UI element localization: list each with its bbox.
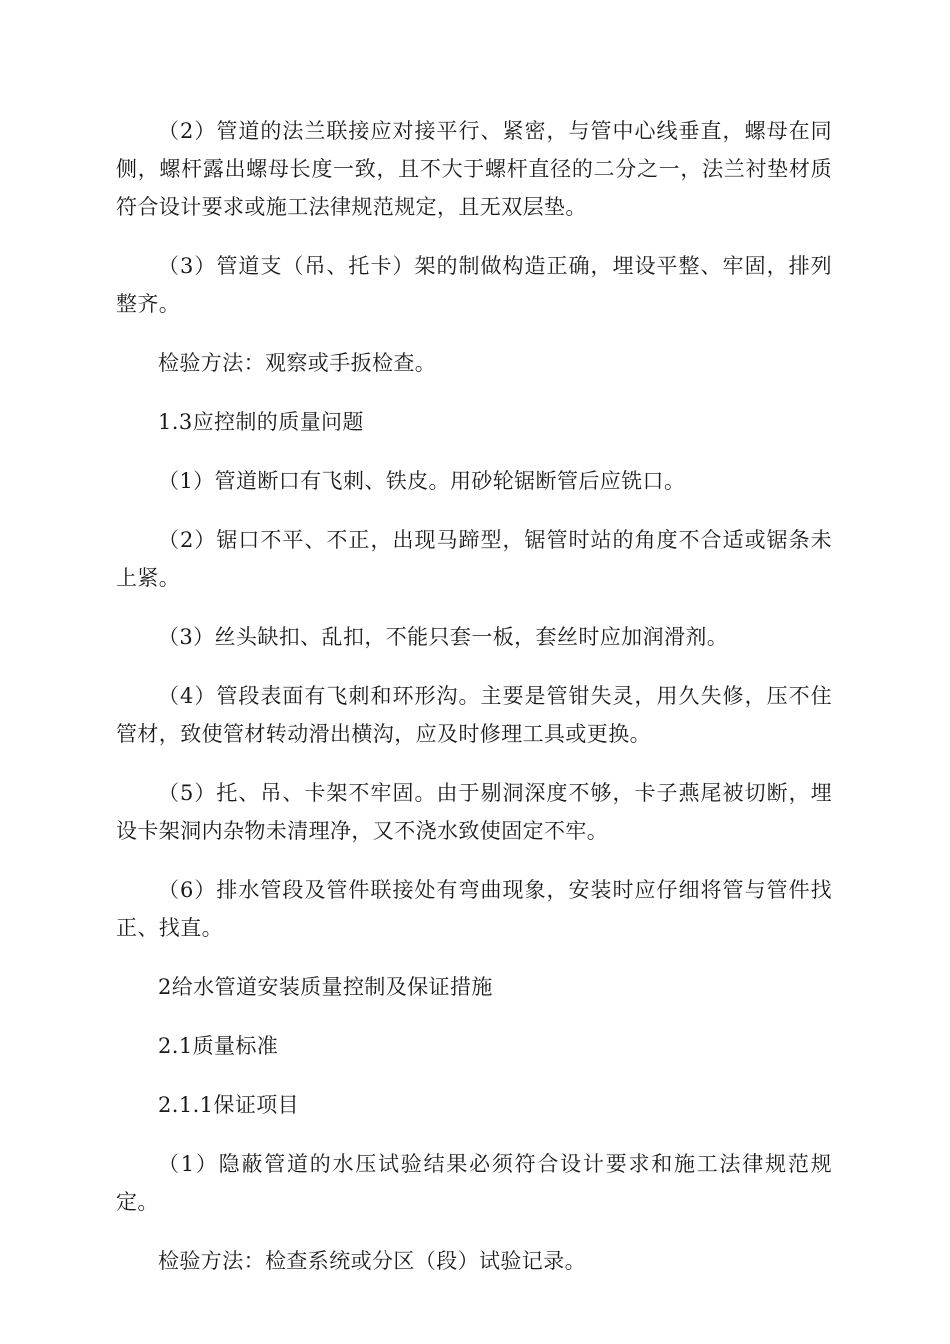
paragraph-issue-5: （5）托、吊、卡架不牢固。由于剔洞深度不够，卡子燕尾被切断，埋设卡架洞内杂物未清理净，又不浇水致使固定不牢。 (116, 781, 832, 843)
paragraph-inspection-method-2: 检验方法：检查系统或分区（段）试验记录。 (158, 1249, 586, 1273)
section-heading-2: 2给水管道安装质量控制及保证措施 (158, 975, 493, 999)
section-heading-2-1-1: 2.1.1保证项目 (158, 1093, 300, 1117)
paragraph-issue-4: （4）管段表面有飞刺和环形沟。主要是管钳失灵，用久失修，压不住管材，致使管材转动滑出横沟，应及时修理工具或更换。 (116, 684, 832, 746)
section-heading-2-1: 2.1质量标准 (158, 1034, 279, 1058)
paragraph-issue-3: （3）丝头缺扣、乱扣，不能只套一板，套丝时应加润滑剂。 (158, 625, 729, 649)
paragraph-issue-6: （6）排水管段及管件联接处有弯曲现象，安装时应仔细将管与管件找正、找直。 (116, 878, 832, 940)
paragraph-inspection-method-1: 检验方法：观察或手扳检查。 (158, 351, 437, 375)
document-page (116, 112, 832, 1301)
paragraph-issue-1: （1）管道断口有飞刺、铁皮。用砂轮锯断管后应铣口。 (158, 469, 686, 493)
paragraph-hydrostatic-test: （1）隐蔽管道的水压试验结果必须符合设计要求和施工法律规范规定。 (116, 1152, 832, 1214)
paragraph-pipe-support: （3）管道支（吊、托卡）架的制做构造正确，埋设平整、牢固，排列整齐。 (116, 254, 832, 316)
section-heading-1-3: 1.3应控制的质量问题 (158, 410, 364, 434)
paragraph-flange-connection: （2）管道的法兰联接应对接平行、紧密，与管中心线垂直，螺母在同侧，螺杆露出螺母长度一致，且不大于螺杆直径的二分之一，法兰衬垫材质符合设计要求或施工法律规范规定，且无双层垫。 (116, 119, 832, 219)
paragraph-issue-2: （2）锯口不平、不正，出现马蹄型，锯管时站的角度不合适或锯条未上紧。 (116, 528, 832, 590)
